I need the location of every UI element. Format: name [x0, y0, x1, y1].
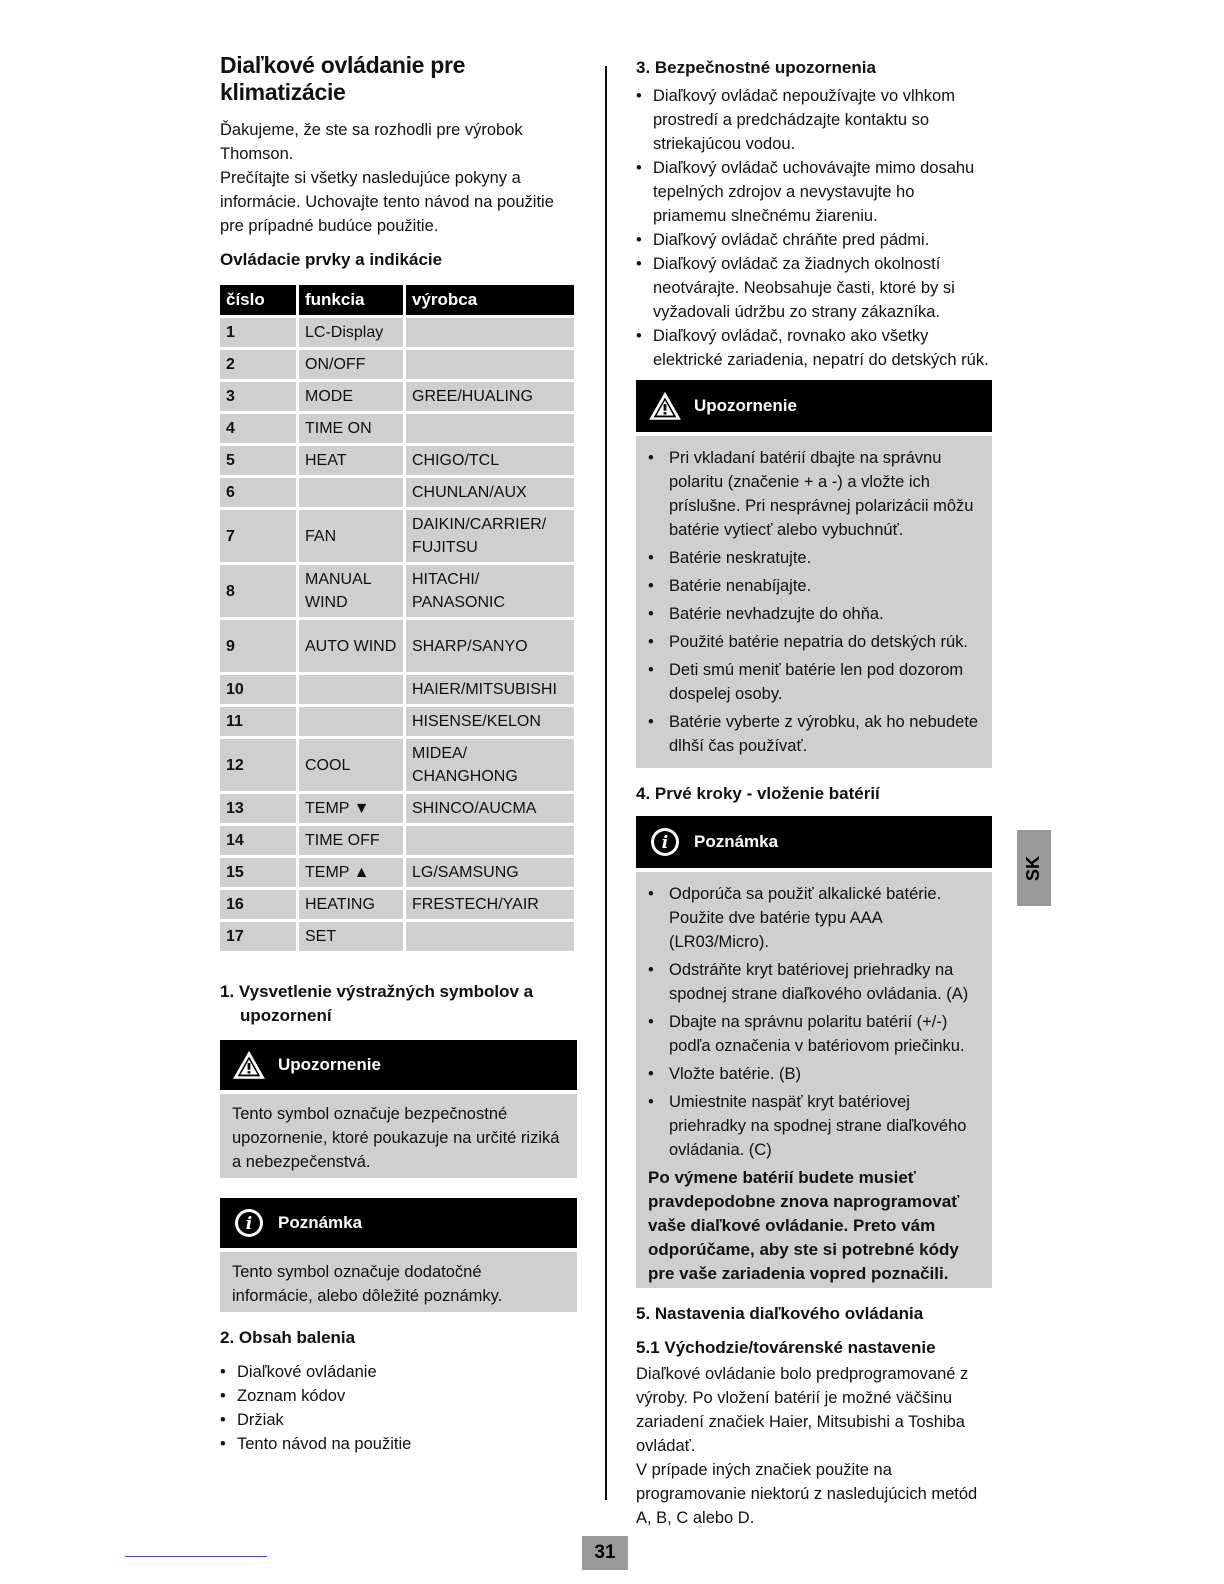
list-item: • Batérie vyberte z výrobku, ak ho nebudete dlhší čas používať. [648, 710, 980, 758]
note-symbol-box [220, 1198, 577, 1312]
page-title: Diaľkové ovládanie pre klimatizácie [220, 52, 466, 105]
cell-function: HEATING [299, 890, 403, 919]
cell-number: 10 [220, 675, 296, 704]
intro-paragraph-1: Ďakujeme, že ste sa rozhodli pre výrobok Thomson. [220, 121, 523, 163]
cell-function: TEMP ▲ [299, 858, 403, 887]
cell-manufacturer [406, 318, 574, 347]
column-divider [605, 66, 607, 1500]
table-row [220, 478, 574, 507]
cell-function [299, 675, 403, 704]
cell-function: MANUAL WIND [299, 565, 403, 617]
note-box-header [636, 816, 992, 868]
section-5-1-paragraph-1: Diaľkové ovládanie bolo predprogramované z výroby. Po vložení batérií je možné väčšinu zariadení značiek Haier, Mitsubishi a Toshiba ovládať. [636, 1365, 969, 1455]
note-description: Tento symbol označuje dodatočné informácie, alebo dôležité poznámky. [232, 1263, 503, 1305]
table-row [220, 858, 574, 887]
list-item: • Použité batérie nepatria do detských rúk. [648, 630, 980, 654]
list-item: • Odstráňte kryt batériovej priehradky na spodnej strane diaľkového ovládania. (A) [648, 958, 980, 1006]
page-number: 31 [582, 1536, 628, 1570]
cell-manufacturer: CHUNLAN/AUX [406, 478, 574, 507]
cell-manufacturer [406, 922, 574, 951]
cell-function: ON/OFF [299, 350, 403, 379]
table-row [220, 826, 574, 855]
cell-number: 6 [220, 478, 296, 507]
table-row [220, 620, 574, 672]
cell-manufacturer: HAIER/MITSUBISHI [406, 675, 574, 704]
cell-number: 13 [220, 794, 296, 823]
cell-function: HEAT [299, 446, 403, 475]
cell-function [299, 478, 403, 507]
first-steps-list [648, 882, 980, 1162]
note-label: Poznámka [694, 832, 779, 851]
warning-triangle-icon [648, 391, 682, 421]
controls-table [217, 282, 577, 954]
controls-heading: Ovládacie prvky a indikácie [220, 250, 443, 269]
cell-manufacturer: FRESTECH/YAIR [406, 890, 574, 919]
cell-function: TIME OFF [299, 826, 403, 855]
section-1-heading: 1. Vysvetlenie výstražných symbolov a upozornení [220, 982, 534, 1025]
list-item: • Diaľkové ovládanie [220, 1360, 577, 1384]
cell-manufacturer: LG/SAMSUNG [406, 858, 574, 887]
warning-triangle-icon [232, 1050, 266, 1080]
table-row [220, 350, 574, 379]
table-row [220, 510, 574, 562]
cell-number: 9 [220, 620, 296, 672]
battery-warning-body [636, 436, 992, 768]
cell-function: LC-Display [299, 318, 403, 347]
intro-paragraph-2: Prečítajte si všetky nasledujúce pokyny a informácie. Uchovajte tento návod na použitie pre prípadné budúce použitie. [220, 169, 554, 235]
note-box-header [220, 1198, 577, 1248]
first-steps-note-box [636, 816, 992, 1288]
cell-number: 12 [220, 739, 296, 791]
table-row [220, 414, 574, 443]
cell-number: 7 [220, 510, 296, 562]
list-item: • Odporúča sa použiť alkalické batérie. Použite dve batérie typu AAA (LR03/Micro). [648, 882, 980, 954]
list-item: • Umiestnite naspäť kryt batériovej priehradky na spodnej strane diaľkového ovládania. (C) [648, 1090, 980, 1162]
cell-manufacturer [406, 414, 574, 443]
table-row [220, 318, 574, 347]
section-2-heading: 2. Obsah balenia [220, 1328, 356, 1347]
cell-function: MODE [299, 382, 403, 411]
note-label: Poznámka [278, 1213, 363, 1232]
table-row [220, 675, 574, 704]
cell-number: 15 [220, 858, 296, 887]
table-row [220, 707, 574, 736]
table-row [220, 565, 574, 617]
cell-number: 2 [220, 350, 296, 379]
warning-box-body [220, 1094, 577, 1178]
cell-function: TIME ON [299, 414, 403, 443]
list-item: • Diaľkový ovládač, rovnako ako všetky elektrické zariadenia, nepatrí do detských rúk. [636, 324, 992, 372]
note-box-body [220, 1252, 577, 1312]
table-row [220, 446, 574, 475]
cell-number: 1 [220, 318, 296, 347]
cell-number: 16 [220, 890, 296, 919]
cell-number: 11 [220, 707, 296, 736]
list-item: • Batérie nevhadzujte do ohňa. [648, 602, 980, 626]
footer-line [125, 1556, 267, 1557]
list-item: • Batérie nenabíjajte. [648, 574, 980, 598]
cell-manufacturer [406, 350, 574, 379]
battery-replacement-note: Po výmene batérií budete musieť pravdepodobne znova naprogramovať vaše diaľkové ovládanie. Preto vám odporúčame, aby ste si potrebné kódy pre vaše zariadenia vopred poznačili. [648, 1168, 960, 1283]
section-5-1-paragraph-2: V prípade iných značiek použite na programovanie niektorú z nasledujúcich metód A, B, C alebo D. [636, 1461, 978, 1527]
cell-number: 3 [220, 382, 296, 411]
cell-function: AUTO WIND [299, 620, 403, 672]
section-4-heading: 4. Prvé kroky - vloženie batérií [636, 784, 880, 803]
warning-description: Tento symbol označuje bezpečnostné upozornenie, ktoré poukazuje na určité riziká a nebezpečenstvá. [232, 1105, 560, 1171]
list-item: • Pri vkladaní batérií dbajte na správnu polaritu (značenie + a -) a vložte ich príslušne. Pri nesprávnej polarizácii môžu batérie vytiecť alebo vybuchnúť. [648, 446, 980, 542]
header-function: funkcia [299, 285, 403, 315]
section-5-1-heading: 5.1 Východzie/továrenské nastavenie [636, 1338, 936, 1357]
cell-function: TEMP ▼ [299, 794, 403, 823]
list-item: • Diaľkový ovládač za žiadnych okolností neotvárajte. Neobsahuje časti, ktoré by si vyžadovali údržbu zo strany zákazníka. [636, 252, 992, 324]
cell-manufacturer: CHIGO/TCL [406, 446, 574, 475]
warning-symbol-box [220, 1040, 577, 1178]
battery-warning-list [648, 446, 980, 758]
list-item: • Diaľkový ovládač uchovávajte mimo dosahu tepelných zdrojov a nevystavujte ho priamemu slnečnému žiareniu. [636, 156, 992, 228]
cell-manufacturer: DAIKIN/CARRIER/ FUJITSU [406, 510, 574, 562]
cell-number: 4 [220, 414, 296, 443]
warning-label: Upozornenie [278, 1055, 381, 1074]
warning-box-header [636, 380, 992, 432]
list-item: • Diaľkový ovládač chráňte pred pádmi. [636, 228, 992, 252]
cell-function: FAN [299, 510, 403, 562]
package-contents-list [220, 1360, 577, 1456]
list-item: • Diaľkový ovládač nepoužívajte vo vlhkom prostredí a predchádzajte kontaktu so striekajúcou vodou. [636, 84, 992, 156]
info-icon [232, 1208, 266, 1238]
cell-number: 14 [220, 826, 296, 855]
cell-manufacturer: MIDEA/ CHANGHONG [406, 739, 574, 791]
battery-warning-box [636, 380, 992, 768]
header-manufacturer: výrobca [406, 285, 574, 315]
list-item: • Vložte batérie. (B) [648, 1062, 980, 1086]
cell-manufacturer: HITACHI/ PANASONIC [406, 565, 574, 617]
cell-manufacturer [406, 826, 574, 855]
cell-number: 17 [220, 922, 296, 951]
list-item: • Dbajte na správnu polaritu batérií (+/-) podľa označenia v batériovom priečinku. [648, 1010, 980, 1058]
cell-number: 8 [220, 565, 296, 617]
cell-function: COOL [299, 739, 403, 791]
first-steps-body [636, 872, 992, 1288]
language-tab-label: SK [1023, 855, 1044, 881]
list-item: • Zoznam kódov [220, 1384, 577, 1408]
cell-manufacturer: SHARP/SANYO [406, 620, 574, 672]
right-column [636, 56, 992, 1530]
section-3-heading: 3. Bezpečnostné upozornenia [636, 58, 876, 77]
left-column [220, 52, 577, 1456]
table-row [220, 890, 574, 919]
cell-manufacturer: HISENSE/KELON [406, 707, 574, 736]
list-item: • Držiak [220, 1408, 577, 1432]
safety-list [636, 84, 992, 372]
svg-text:i: i [661, 833, 669, 853]
table-row [220, 739, 574, 791]
cell-manufacturer: GREE/HUALING [406, 382, 574, 411]
table-row [220, 382, 574, 411]
list-item: • Tento návod na použitie [220, 1432, 577, 1456]
language-tab [1017, 830, 1051, 906]
cell-number: 5 [220, 446, 296, 475]
list-item: • Deti smú meniť batérie len pod dozorom dospelej osoby. [648, 658, 980, 706]
section-5-heading: 5. Nastavenia diaľkového ovládania [636, 1304, 924, 1323]
table-header-row [220, 285, 574, 315]
list-item: • Batérie neskratujte. [648, 546, 980, 570]
info-icon [648, 827, 682, 857]
cell-function: SET [299, 922, 403, 951]
warning-label: Upozornenie [694, 396, 797, 415]
warning-box-header [220, 1040, 577, 1090]
cell-function [299, 707, 403, 736]
svg-text:i: i [245, 1214, 253, 1234]
table-row [220, 922, 574, 951]
header-number: číslo [220, 285, 296, 315]
table-row [220, 794, 574, 823]
cell-manufacturer: SHINCO/AUCMA [406, 794, 574, 823]
